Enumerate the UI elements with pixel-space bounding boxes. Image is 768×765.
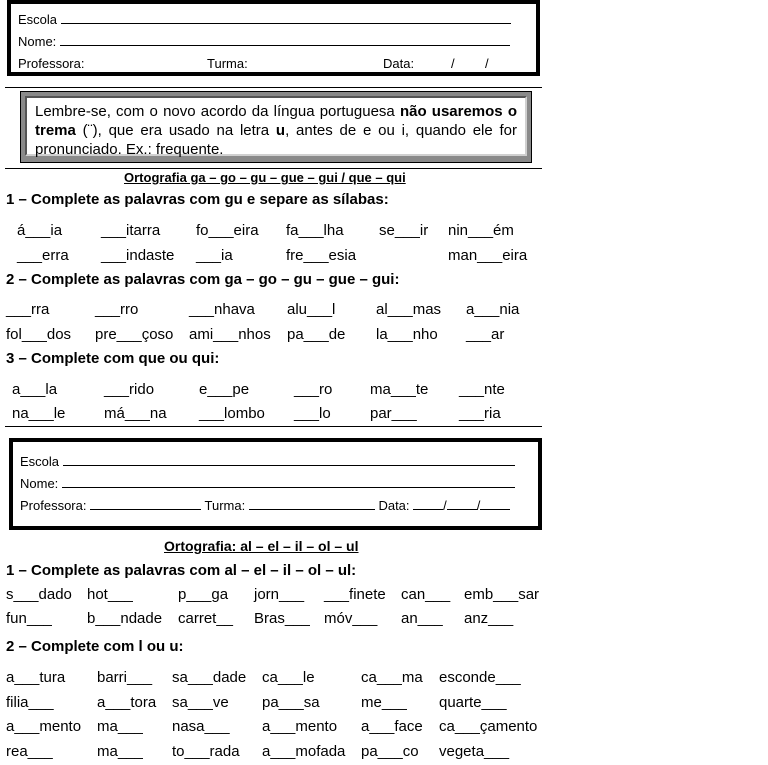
divider-note (5, 168, 542, 169)
nome-row-2 (20, 476, 515, 492)
nome-field[interactable] (62, 476, 515, 488)
word-item: can___ (401, 586, 451, 603)
word-item: par___ (370, 405, 417, 422)
section2-question-2: 2 – Complete com l ou u: (6, 638, 184, 655)
word-item: ___ar (466, 326, 505, 343)
month-field[interactable] (447, 498, 477, 510)
date-slash: / (443, 498, 447, 513)
date-slash: / (476, 498, 481, 513)
escola-label: Escola (18, 12, 58, 27)
section1-question-3: 3 – Complete com que ou qui: (6, 350, 220, 367)
word-item: ___nte (459, 381, 505, 398)
word-item: ___rido (104, 381, 155, 398)
word-item: s___dado (6, 586, 72, 603)
word-item: ___ria (459, 405, 501, 422)
year-field[interactable] (480, 498, 510, 510)
nome-row-1 (18, 34, 510, 50)
word-item: fa___lha (286, 222, 344, 239)
divider-middle (5, 426, 542, 427)
word-item: ___rra (6, 301, 50, 318)
word-item: ___lombo (199, 405, 265, 422)
turma-field[interactable] (249, 498, 375, 510)
data-label-1: Data: (383, 56, 415, 71)
word-item: ___rro (95, 301, 139, 318)
word-item: a___face (361, 718, 423, 735)
escola-row-2 (20, 454, 515, 470)
turma-label: Turma: (204, 498, 246, 513)
turma-label-1: Turma: (207, 56, 248, 71)
word-item: me___ (361, 694, 407, 711)
data-label: Data: (378, 498, 410, 513)
info-row-2 (20, 498, 510, 514)
word-item: ___nhava (189, 301, 255, 318)
word-item: b___ndade (87, 610, 163, 627)
word-item: anz___ (464, 610, 514, 627)
word-item: ___ro (294, 381, 333, 398)
word-item: ___indaste (101, 247, 175, 264)
word-item: a___tura (6, 669, 66, 686)
word-item: a___tora (97, 694, 157, 711)
word-item: jorn___ (254, 586, 305, 603)
escola-field[interactable] (63, 454, 515, 466)
word-item: a___mofada (262, 743, 346, 760)
word-item: a___mento (262, 718, 338, 735)
word-item: vegeta___ (439, 743, 510, 760)
word-item: a___la (12, 381, 58, 398)
word-item: á___ia (17, 222, 63, 239)
word-item: a___nia (466, 301, 520, 318)
word-item: nin___ém (448, 222, 514, 239)
word-item: nasa___ (172, 718, 230, 735)
word-item: barri___ (97, 669, 153, 686)
word-item: ma___ (97, 718, 143, 735)
word-item: ___finete (324, 586, 386, 603)
word-item: sa___dade (172, 669, 247, 686)
word-item: hot___ (87, 586, 133, 603)
escola-field[interactable] (61, 12, 511, 24)
section1-question-2: 2 – Complete as palavras com ga – go – gu – gue – gui: (6, 271, 400, 288)
word-item: man___eira (448, 247, 528, 264)
professora-label: Professora: (20, 498, 87, 513)
word-item: na___le (12, 405, 66, 422)
word-item: fre___esia (286, 247, 357, 264)
word-item: to___rada (172, 743, 240, 760)
professora-label-1: Professora: (18, 56, 85, 71)
divider-top (5, 87, 542, 88)
word-item: pre___çoso (95, 326, 174, 343)
escola-row-1 (18, 12, 511, 28)
word-item: ca___le (262, 669, 315, 686)
word-item: la___nho (376, 326, 438, 343)
nome-field[interactable] (60, 34, 510, 46)
word-item: carret__ (178, 610, 234, 627)
word-item: Bras___ (254, 610, 310, 627)
word-item: ma___ (97, 743, 143, 760)
section2-title: Ortografia: al – el – il – ol – ul (164, 538, 359, 554)
word-item: a___mento (6, 718, 82, 735)
word-item: ami___nhos (189, 326, 271, 343)
date-slash-1: / (451, 56, 455, 71)
section1-title: Ortografia ga – go – gu – gue – gui / que – qui (124, 170, 406, 185)
nome-label: Nome: (20, 476, 59, 491)
word-item: ca___çamento (439, 718, 538, 735)
word-item: alu___l (287, 301, 336, 318)
day-field[interactable] (413, 498, 443, 510)
word-item: an___ (401, 610, 443, 627)
word-item: ma___te (370, 381, 429, 398)
note-text: Lembre-se, com o novo acordo da língua portuguesa não usaremos o trema (¨), que era usado na letra u, antes de e ou i, quando ele for pronunciado. Ex.: frequente. (25, 96, 527, 156)
date-slash-2: / (485, 56, 489, 71)
word-item: se___ir (379, 222, 429, 239)
note-box (20, 91, 532, 163)
word-item: quarte___ (439, 694, 507, 711)
word-item: esconde___ (439, 669, 521, 686)
word-item: emb___sar (464, 586, 540, 603)
word-item: fo___eira (196, 222, 259, 239)
word-item: e___pe (199, 381, 250, 398)
word-item: fol___dos (6, 326, 72, 343)
word-item: al___mas (376, 301, 442, 318)
section1-question-1: 1 – Complete as palavras com gu e separe as sílabas: (6, 191, 389, 208)
word-item: filia___ (6, 694, 54, 711)
word-item: pa___de (287, 326, 346, 343)
word-item: rea___ (6, 743, 53, 760)
word-item: ca___ma (361, 669, 423, 686)
word-item: ___itarra (101, 222, 161, 239)
word-item: p___ga (178, 586, 229, 603)
word-item: má___na (104, 405, 167, 422)
word-item: ___lo (294, 405, 331, 422)
word-item: ___erra (17, 247, 69, 264)
word-item: pa___sa (262, 694, 320, 711)
escola-label: Escola (20, 454, 60, 469)
word-item: móv___ (324, 610, 378, 627)
section2-question-1: 1 – Complete as palavras com al – el – il – ol – ul: (6, 562, 357, 579)
word-item: pa___co (361, 743, 419, 760)
professora-field[interactable] (90, 498, 201, 510)
nome-label: Nome: (18, 34, 57, 49)
word-item: ___ia (196, 247, 233, 264)
word-item: fun___ (6, 610, 52, 627)
word-item: sa___ve (172, 694, 229, 711)
